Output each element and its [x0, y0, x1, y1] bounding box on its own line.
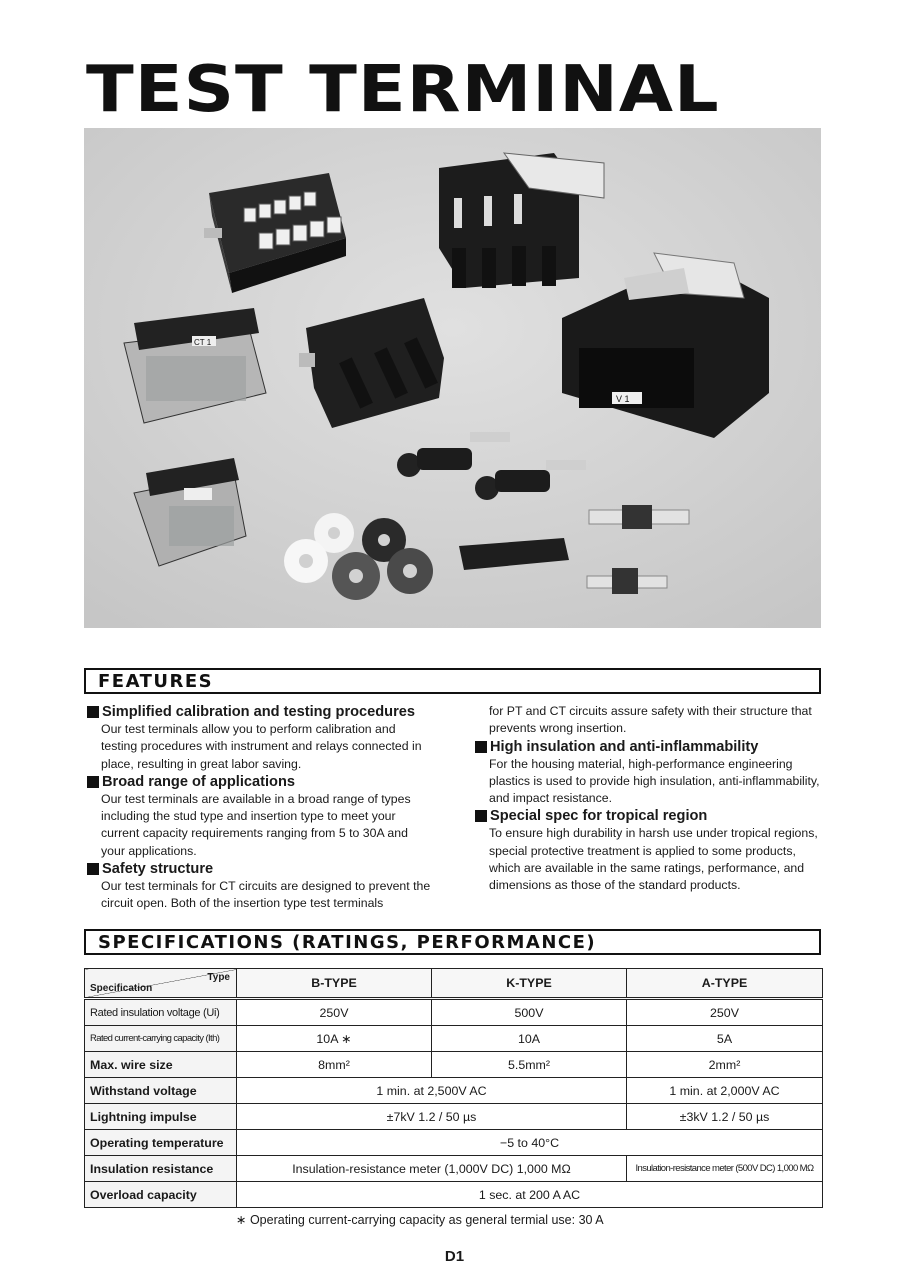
feature-text: Our test terminals for CT circuits are designed to prevent the circuit open. Both of the insertion type test terminals [101, 879, 431, 911]
table-row [85, 1078, 823, 1104]
specifications-heading: SPECIFICATIONS (RATINGS, PERFORMANCE) [98, 932, 597, 953]
table-row [85, 1026, 823, 1052]
table-row [85, 1156, 823, 1182]
feature-title: Special spec for tropical region [490, 808, 708, 825]
table-header-row [85, 969, 823, 999]
table-cell: ±7kV 1.2 / 50 µs [237, 1104, 627, 1130]
feature-text: Our test terminals are available in a broad range of types including the stud type and insertion type to meet your current capacity requirements ranging from 5 to 30A and your applications. [101, 791, 411, 858]
table-row [85, 1104, 823, 1130]
row-label: Withstand voltage [85, 1078, 237, 1104]
row-label: Rated current-carrying capacity (Ith) [85, 1026, 237, 1052]
row-label: Operating temperature [85, 1130, 237, 1156]
column-header-a-type: A-TYPE [627, 969, 823, 999]
feature-title: Simplified calibration and testing procedures [102, 704, 416, 720]
bullet-square-icon [475, 810, 487, 822]
table-cell: ±3kV 1.2 / 50 µs [627, 1104, 823, 1130]
feature-text: To ensure high durability in harsh use under tropical regions, special protective treatment is applied to some products, which are available in the same ratings, performance, and dimensions as those of the standard products. [489, 826, 818, 893]
feature-text: For the housing material, high-performance engineering plastics is used to provide high insulation, anti-inflammability, and impact resistance. [489, 756, 820, 806]
bullet-square-icon [87, 776, 99, 788]
feature-title: Safety structure [102, 861, 214, 878]
bullet-square-icon [475, 741, 487, 753]
table-cell: 8mm² [237, 1052, 432, 1078]
table-cell: 2mm² [627, 1052, 823, 1078]
table-row [85, 1052, 823, 1078]
table-cell: Insulation-resistance meter (1,000V DC) 1,000 MΩ [237, 1156, 627, 1182]
feature-title: Broad range of applications [102, 773, 295, 790]
feature-item [87, 773, 432, 860]
specifications-header [84, 929, 821, 955]
features-left-column [87, 703, 432, 913]
feature-item [87, 703, 432, 773]
corner-spec-label: Specification [90, 983, 153, 994]
column-header-b-type: B-TYPE [237, 969, 432, 999]
table-cell: 5A [627, 1026, 823, 1052]
feature-item [87, 860, 432, 913]
product-photo [84, 128, 821, 628]
table-row [85, 999, 823, 1026]
features-header [84, 668, 821, 694]
row-label: Insulation resistance [85, 1156, 237, 1182]
table-row [85, 1130, 823, 1156]
table-cell: −5 to 40°C [237, 1130, 823, 1156]
bullet-square-icon [87, 863, 99, 875]
table-cell: 10A [432, 1026, 627, 1052]
row-label: Lightning impulse [85, 1104, 237, 1130]
feature-item [475, 738, 820, 808]
row-label: Overload capacity [85, 1182, 237, 1208]
table-cell: 250V [627, 999, 823, 1026]
feature-text: Our test terminals allow you to perform calibration and testing procedures with instrument and relays connected in place, resulting in great labor saving. [101, 722, 422, 771]
product-photo-illustration [84, 128, 821, 628]
table-footnote: ∗ Operating current-carrying capacity as general termial use: 30 A [236, 1213, 604, 1227]
features-heading: FEATURES [98, 671, 214, 692]
label-ct1: CT 1 [194, 338, 212, 347]
table-cell: 500V [432, 999, 627, 1026]
table-cell: 10A ∗ [237, 1026, 432, 1052]
row-label: Max. wire size [85, 1052, 237, 1078]
table-row [85, 1182, 823, 1208]
column-header-k-type: K-TYPE [432, 969, 627, 999]
table-cell: 5.5mm² [432, 1052, 627, 1078]
page-title: TEST TERMINAL [86, 51, 720, 127]
table-cell: 250V [237, 999, 432, 1026]
table-cell: 1 min. at 2,000V AC [627, 1078, 823, 1104]
feature-text-continued: for PT and CT circuits assure safety with their structure that prevents wrong insertion. [489, 704, 812, 736]
feature-item [475, 807, 820, 894]
corner-type-label: Type [207, 972, 230, 983]
specifications-table [84, 968, 823, 1208]
label-v1: V 1 [616, 394, 630, 404]
table-cell: 1 sec. at 200 A AC [237, 1182, 823, 1208]
row-label: Rated insulation voltage (Ui) [85, 999, 237, 1026]
table-corner-cell [85, 969, 237, 999]
feature-title: High insulation and anti-inflammability [490, 738, 759, 755]
table-cell: 1 min. at 2,500V AC [237, 1078, 627, 1104]
page-number: D1 [444, 1248, 465, 1265]
table-cell: Insulation-resistance meter (500V DC) 1,000 MΩ [627, 1156, 823, 1182]
bullet-square-icon [87, 706, 99, 718]
features-right-column [475, 703, 820, 895]
